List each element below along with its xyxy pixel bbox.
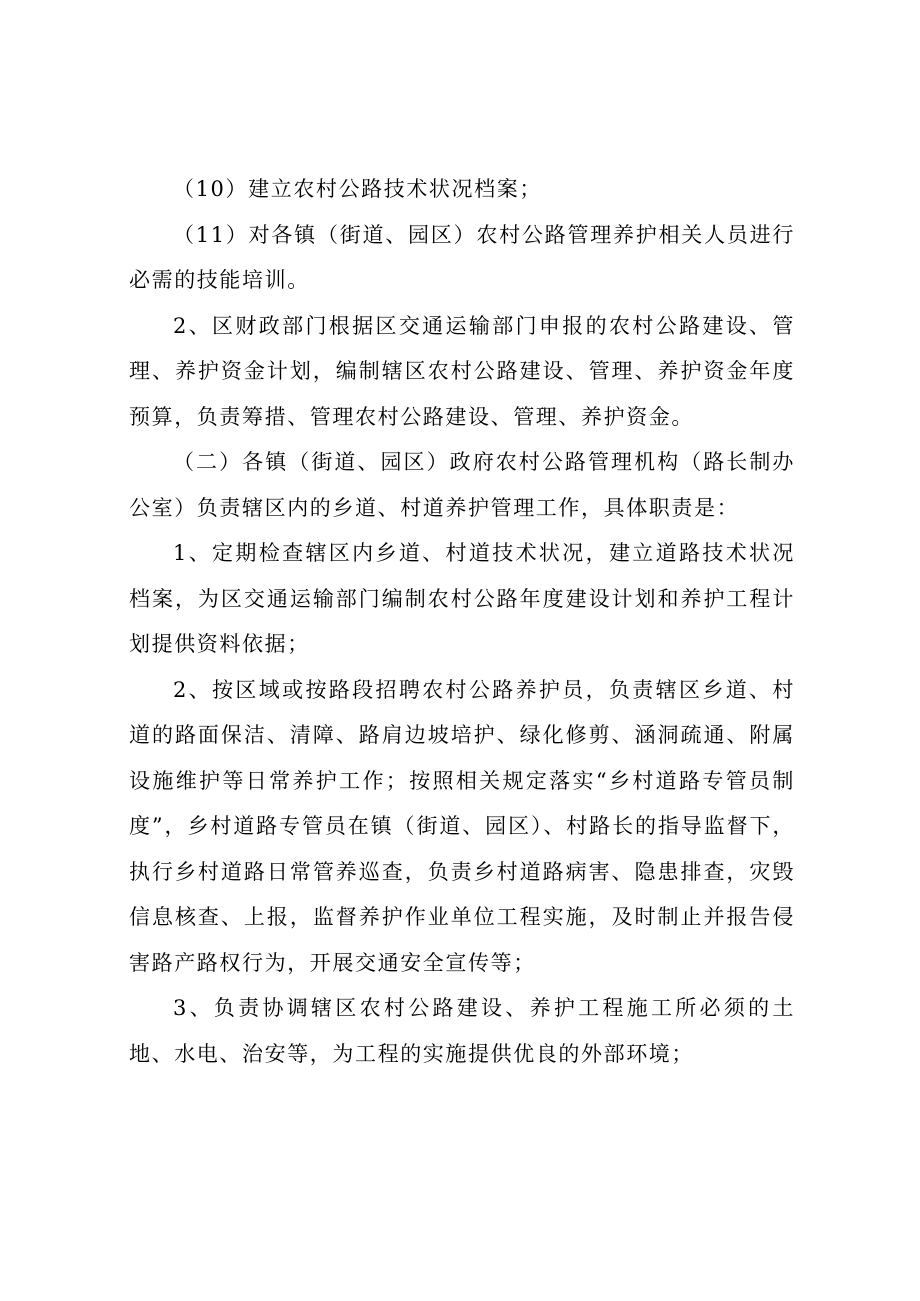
paragraph-duty-1: 1、定期检查辖区内乡道、村道技术状况，建立道路技术状况档案，为区交通运输部门编制农村公路年度建设计划和养护工程计划提供资料依据； — [129, 541, 795, 656]
paragraph-item-11: （11）对各镇（街道、园区）农村公路管理养护相关人员进行必需的技能培训。 — [129, 222, 795, 292]
paragraph-item-10: （10）建立农村公路技术状况档案； — [173, 177, 542, 201]
paragraph-duty-3: 3、负责协调辖区农村公路建设、养护工程施工所必须的土地、水电、治安等，为工程的实施提供优良的外部环境； — [129, 996, 795, 1066]
document-body — [129, 167, 795, 1077]
paragraph-section-two-heading: （二）各镇（街道、园区）政府农村公路管理机构（路长制办公室）负责辖区内的乡道、村道养护管理工作，具体职责是： — [129, 450, 795, 520]
paragraph-finance-department: 2、区财政部门根据区交通运输部门申报的农村公路建设、管理、养护资金计划，编制辖区农村公路建设、管理、养护资金年度预算，负责筹措、管理农村公路建设、管理、养护资金。 — [129, 313, 795, 429]
paragraph-duty-2: 2、按区域或按路段招聘农村公路养护员，负责辖区乡道、村道的路面保洁、清障、路肩边坡培护、绿化修剪、涵洞疏通、附属设施维护等日常养护工作；按照相关规定落实“乡村道路专管员制度”，乡村道路专管员在镇（街道、园区）、村路长的指导监督下，执行乡村道路日常管养巡查，负责乡村道路病害、隐患排查，灾毁信息核查、上报，监督养护作业单位工程实施，及时制止并报告侵害路产路权行为，开展交通安全宣传等； — [129, 677, 795, 975]
